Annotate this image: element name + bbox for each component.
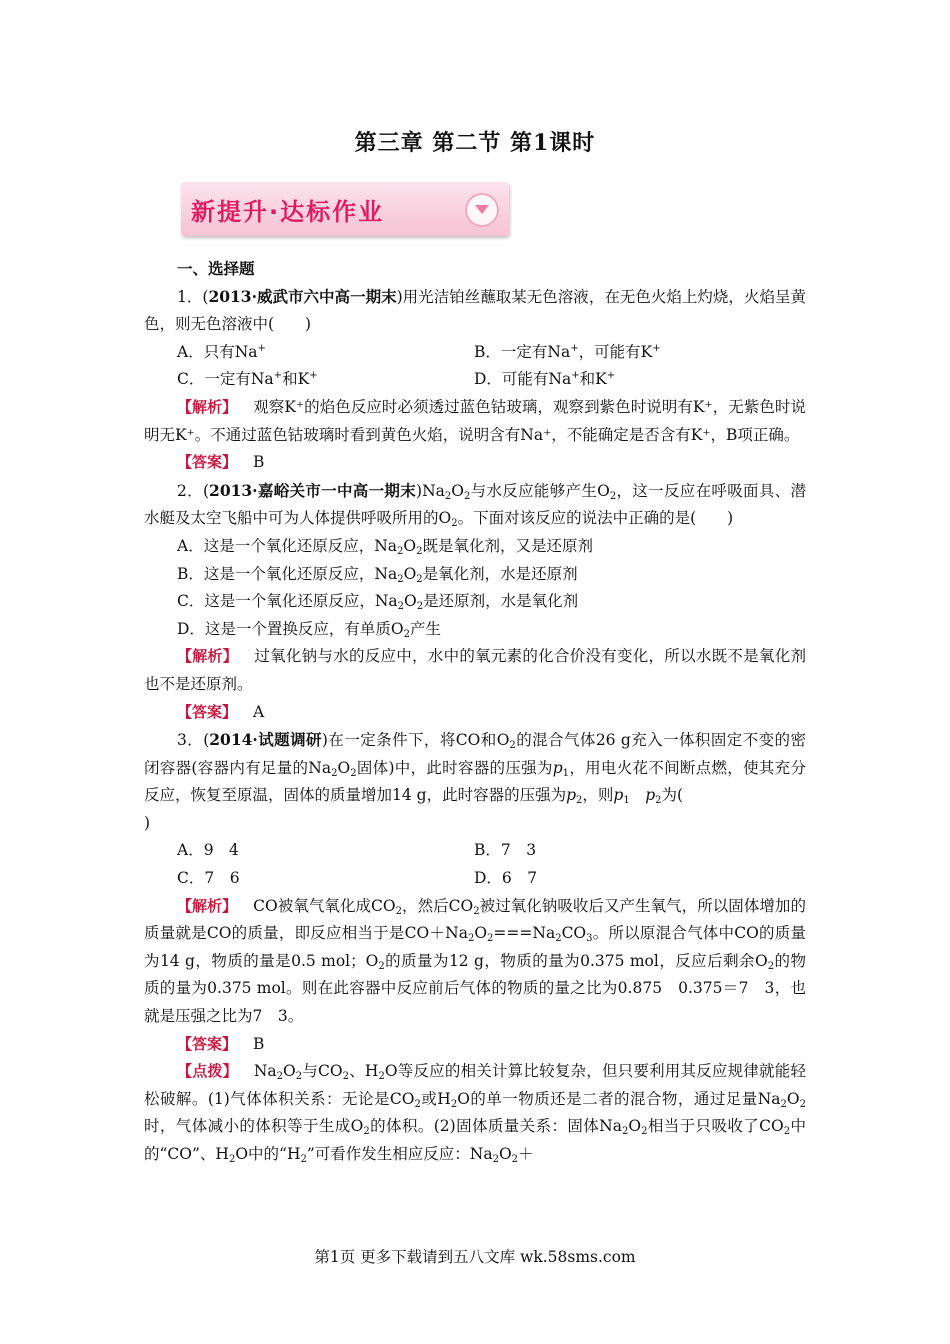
banner-text: 新提升·达标作业 — [191, 198, 385, 226]
question-3-analysis: 【解析】 CO被氧气氧化成$CO_2$，然后$CO_2$被过氧化钠吸收后又产生氧气，所以固体增加的质量就是CO的质量，即反应相当于是$CO+Na_2O_2===Na_2CO_3$。所以原混合气体中CO的质量为14 g，物质的量是0.5 mol；$O_2$的质量为12 g，物质的量为0.375 mol，反应后剩余$O_2$的物质的量为0.375 mol。则在此容器中反应前后气体的物质的量之比为0.875 0.375＝7 3，也就是压强之比为7 3。 — [144, 896, 806, 1026]
question-3-options-row2 — [144, 865, 806, 893]
page-footer: 第1页 更多下载请到五八文库 wk.58sms.com — [314, 1248, 636, 1266]
document-body — [144, 255, 806, 1169]
option-a: A．这是一个氧化还原反应，$Na_2O_2$既是氧化剂，又是还原剂 — [177, 536, 593, 557]
question-2-analysis: 【解析】 过氧化钠与水的反应中，水中的氧元素的化合价没有变化，所以水既不是氧化剂也不是还原剂。 — [144, 647, 806, 693]
question-1-options-row2 — [144, 366, 806, 394]
section-heading: 一、选择题 — [177, 259, 255, 278]
page-title: 第三章 第二节 第1课时 — [354, 130, 596, 156]
option-d: D．6 7 — [474, 869, 538, 888]
question-1-options-row1 — [144, 339, 806, 367]
question-3-answer: 【答案】 B — [177, 1034, 265, 1053]
chevron-down-icon — [465, 193, 499, 227]
question-1-analysis: 【解析】 观察K⁺的焰色反应时必须透过蓝色钴玻璃，观察到紫色时说明有K⁺，无紫色时说明无K⁺。不通过蓝色钴玻璃时看到黄色火焰，说明含有Na⁺，不能确定是否含有K⁺，B项正确。 — [144, 397, 806, 444]
option-a: A．只有Na+ — [177, 342, 266, 361]
option-d: D．可能有Na+和K+ — [474, 370, 616, 389]
section-banner — [181, 182, 509, 236]
question-3-options-row1 — [144, 837, 806, 865]
question-1-answer: 【答案】 B — [177, 453, 265, 472]
tip-paragraph: 【点拨】 $Na_2O_2$与$CO_2$、$H_2O$等反应的相关计算比较复杂，但只要利用其反应规律就能轻松破解。(1)气体体积关系：无论是$CO_2$或$H_2O$的单一物质还是二者的混合物，通过足量$Na_2O_2$时，气体减小的体积等于生成$O_2$的体积。(2)固体质量关系：固体$Na_2O_2$相当于只吸收了$CO_2$中的“CO”、$H_2O$中的“$H_2$”可看作发生相应反应：$Na_2O_2+$ — [144, 1062, 806, 1165]
question-3-stem: 3．(2014·试题调研)在一定条件下，将CO和$O_2$的混合气体26 g充入一体积固定不变的密闭容器(容器内有足量的$Na_2O_2$固体)中，此时容器的压强为$p_1$，用电火花不间断点燃，使其充分反应，恢复至原温，固体的质量增加14 g，此时容器的压强为$p_2$，则$p_1$ $p_2$为( ) — [144, 730, 806, 832]
option-c: C．7 6 — [177, 869, 240, 888]
option-b: B．一定有Na+，可能有K+ — [474, 342, 661, 361]
question-1-stem: 1．(2013·威武市六中高一期末)用光洁铂丝蘸取某无色溶液，在无色火焰上灼烧，火焰呈黄色，则无色溶液中( ) — [144, 286, 806, 334]
option-d: D．这是一个置换反应，有单质$O_2$产生 — [177, 619, 442, 640]
question-2-answer: 【答案】 A — [177, 702, 265, 721]
option-c: C．一定有Na+和K+ — [177, 370, 318, 389]
option-a: A．9 4 — [177, 841, 239, 860]
option-b: B．7 3 — [474, 841, 537, 860]
option-b: B．这是一个氧化还原反应，$Na_2O_2$是氧化剂，水是还原剂 — [177, 564, 578, 585]
question-2-stem: 2．(2013·嘉峪关市一中高一期末)$Na_2O_2$与水反应能够产生$O_2$，这一反应在呼吸面具、潜水艇及太空飞船中可为人体提供呼吸所用的$O_2$。下面对该反应的说法中正确的是( ) — [144, 480, 806, 530]
option-c: C．这是一个氧化还原反应，$Na_2O_2$是还原剂，水是氧化剂 — [177, 592, 579, 613]
